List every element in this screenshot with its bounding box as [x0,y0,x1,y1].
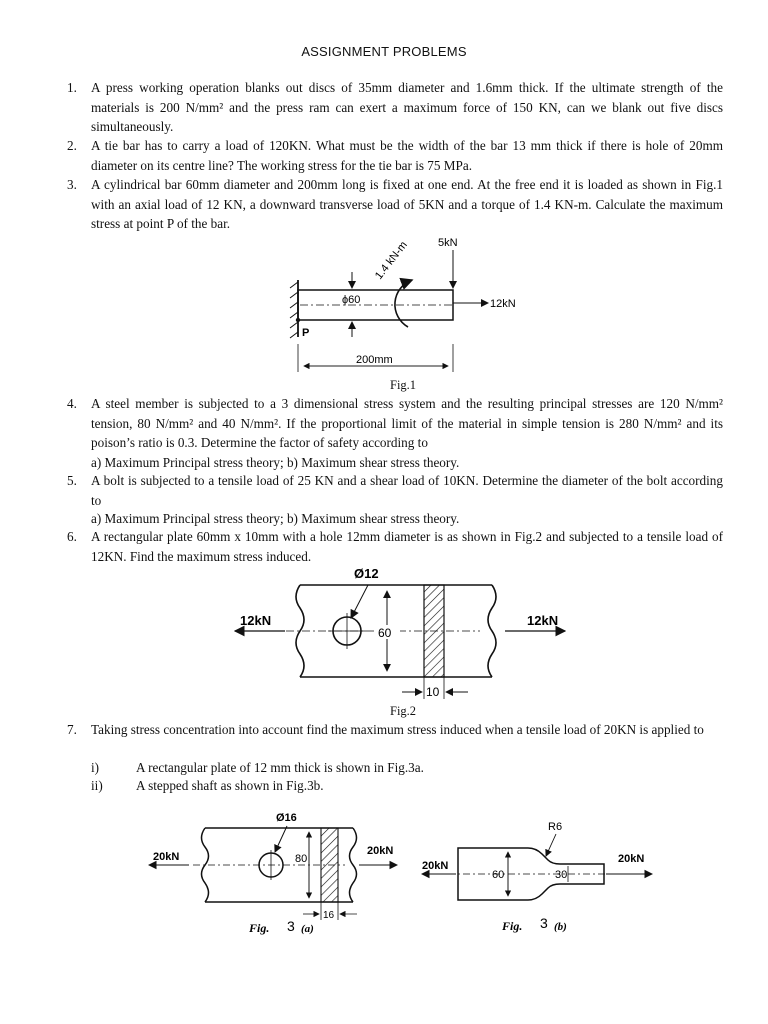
problem-text: Taking stress concentration into account find the maximum stress induced when a tensile load of 20KN is applied to [91,722,704,737]
problem-text: A rectangular plate 60mm x 10mm with a hole 12mm diameter is as shown in Fig.2 and subjected to a tensile load of 12KN. Find the maximum stress induced. [91,529,723,564]
problem-7 [67,720,723,740]
figure-3a [145,808,405,940]
figure-1 [280,232,540,377]
problem-1 [67,78,723,137]
torque-label: 1.4 kN-m [372,239,410,282]
fig3b-caption-sub: (b) [554,921,567,933]
problem-text: A cylindrical bar 60mm diameter and 200mm long is fixed at one end. At the free end it is loaded as shown in Fig.1 with an axial load of 12 KN, a downward transverse load of 5KN and a torque of 1.4 KN-m. Calculate the maximum stress at point P of the bar. [91,177,723,231]
figure-2 [230,565,580,705]
axial-load-label: 12kN [490,298,516,310]
problem-4 [67,394,723,453]
sub-item-ii-text: A stepped shaft as shown in Fig.3b. [136,778,324,793]
right-load-label: 12kN [527,613,559,628]
problem-5 [67,471,723,510]
radius-label: R6 [548,821,563,833]
sub-item-i-number: i) [91,760,100,775]
length-label: 200mm [356,354,393,366]
thickness-label: 16 [323,910,335,921]
problem-5-theories: a) Maximum Principal stress theory; b) Maximum shear stress theory. [91,511,460,526]
right-load-label: 20kN [367,845,394,857]
fig1-caption: Fig.1 [390,378,417,392]
problem-2 [67,136,723,175]
fig3a-caption-number: 3 [287,918,295,934]
problem-4-theories: a) Maximum Principal stress theory; b) Maximum shear stress theory. [91,455,460,470]
problem-3 [67,175,723,234]
sub-item-ii-number: ii) [91,778,103,793]
page-title: ASSIGNMENT PROBLEMS [301,44,467,59]
problem-number: 4. [67,396,77,411]
large-diameter-label: 60 [492,869,505,881]
problem-text: A bolt is subjected to a tensile load of 25 KN and a shear load of 10KN. Determine the diameter of the bolt according to [91,473,723,508]
problem-number: 7. [67,722,77,737]
left-load-label: 20kN [153,851,180,863]
fig3a-caption-sub: (a) [301,923,314,935]
problem-number: 3. [67,177,77,192]
width-label: 60 [378,626,392,640]
problem-number: 5. [67,473,77,488]
hole-label: Ø16 [276,812,297,824]
left-load-label: 20kN [422,860,449,872]
sub-item-i-text: A rectangular plate of 12 mm thick is shown in Fig.3a. [136,760,424,775]
width-label: 80 [295,853,308,865]
small-diameter-label: 30 [555,869,568,881]
problem-text: A tie bar has to carry a load of 120KN. What must be the width of the bar 13 mm thick if there is hole of 20mm diameter on its centre line? The working stress for the tie bar is 75 MPa. [91,138,723,173]
hole-label: Ø12 [354,566,379,581]
left-load-label: 12kN [240,613,272,628]
right-load-label: 20kN [618,853,645,865]
problem-number: 1. [67,80,77,95]
fig3b-caption-label: Fig. [502,919,523,933]
fig2-caption: Fig.2 [390,704,417,718]
problem-text: A steel member is subjected to a 3 dimensional stress system and the resulting principal stresses are 120 N/mm² tension, 80 N/mm² and 40 N/mm². If the proportional limit of the material in simple tension is 280 N/mm² and its poison’s ratio is 0.3. Determine the factor of safety according to [91,396,723,450]
figure-3b [418,812,658,940]
fig3a-caption-label: Fig. [249,921,270,935]
problem-6 [67,527,723,566]
problem-text: A press working operation blanks out discs of 35mm diameter and 1.6mm thick. If the ultimate strength of the materials is 200 N/mm² and the press ram can exert a maximum force of 150 KN, can we blank out five discs simultaneously. [91,80,723,134]
thickness-label: 10 [426,685,440,699]
fig3b-caption-number: 3 [540,915,548,931]
transverse-load-label: 5kN [438,237,458,249]
point-p-label: P [302,327,310,339]
problem-number: 2. [67,138,77,153]
diameter-label: ϕ60 [342,294,361,306]
problem-number: 6. [67,529,77,544]
